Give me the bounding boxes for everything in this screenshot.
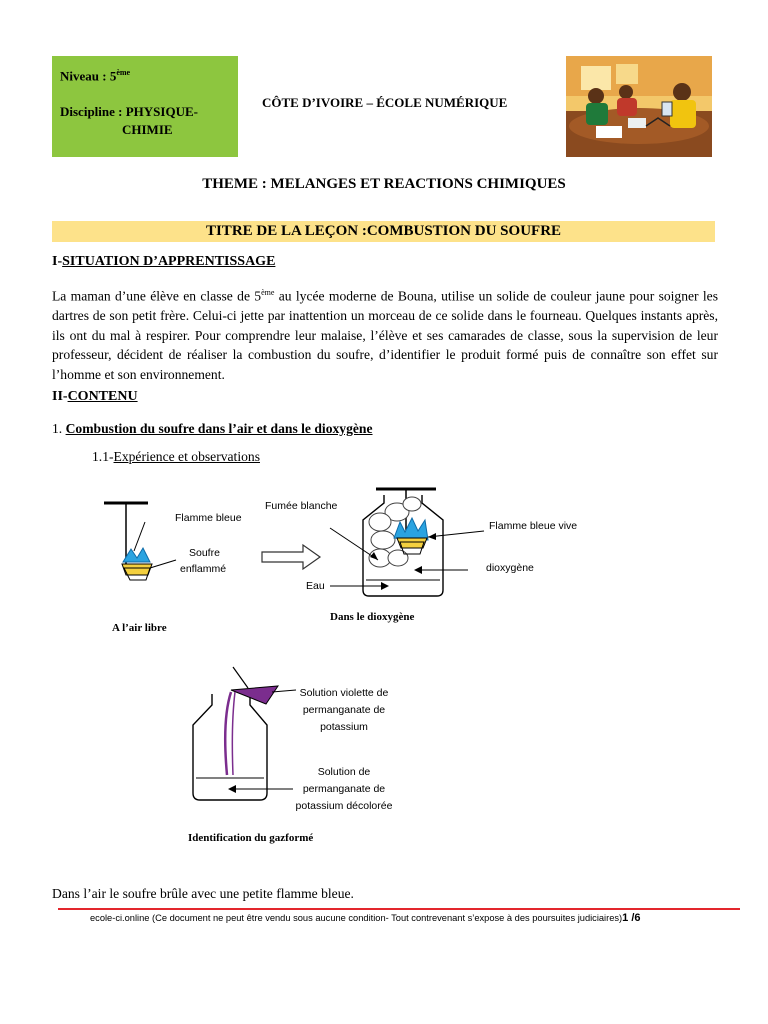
country-title: CÔTE D’IVOIRE – ÉCOLE NUMÉRIQUE [262,95,508,110]
lesson-title: TITRE DE LA LEÇON :COMBUSTION DU SOUFRE [52,221,715,242]
label-solution-violette: Solution violette de permanganate de potassium [299,687,389,733]
subitem-heading: 1.1-Expérience et observations [92,449,260,464]
label-flamme-bleue: Flamme bleue [175,512,242,524]
label-dioxygene: dioxygène [486,562,534,574]
discipline-label: Discipline : PHYSIQUE- [60,104,198,119]
label-eau: Eau [306,580,325,592]
section2-heading: II-CONTENU [52,389,138,404]
caption-identification: Identification du gazformé [188,832,314,844]
theme-heading: THEME : MELANGES ET REACTIONS CHIMIQUES [202,176,566,192]
label-fumee-blanche: Fumée blanche [265,500,338,512]
caption-dioxygene: Dans le dioxygène [330,611,415,623]
section1-heading: I-SITUATION D’APPRENTISSAGE [52,254,276,269]
footer-notice: ecole-ci.online (Ce document ne peut être vendu sous aucune condition- Tout contrevenant s’expose à des poursuites judiciaires) [90,913,623,923]
label-enflamme: enflammé [180,563,227,575]
label-solution-decoloree: Solution de permanganate de potassium décolorée [295,766,393,812]
page-number: 1 /6 [622,912,641,924]
discipline-label-2: CHIMIE [122,122,173,137]
situation-paragraph: La maman d’une élève en classe de 5ème au lycée moderne de Bouna, utilise un solide de couleur jaune pour soigner les dartres de son petit frère. Celui-ci jette par inattention un morceau de ce solide dans le fourneau. Quelques instants après, ils ont du mal à respirer. Pour comprendre leur malaise, l’élève et ses camarades de classe, sous la supervision de leur professeur, décident de réaliser la combustion du soufre, d’identifier le produit formé puis de connaître son effet sur l’homme et son environnement. [52,288,719,382]
footer-rule [58,908,740,910]
label-soufre: Soufre [189,547,220,559]
niveau-label: Niveau : 5ème [60,68,131,84]
caption-air-libre: A l’air libre [112,622,167,634]
conclusion-text: Dans l’air le soufre brûle avec une petite flamme bleue. [52,886,354,901]
item1-heading: 1. Combustion du soufre dans l’air et dans le dioxygène [52,421,373,436]
footer [90,912,641,924]
label-flamme-bleue-vive: Flamme bleue vive [489,520,578,532]
